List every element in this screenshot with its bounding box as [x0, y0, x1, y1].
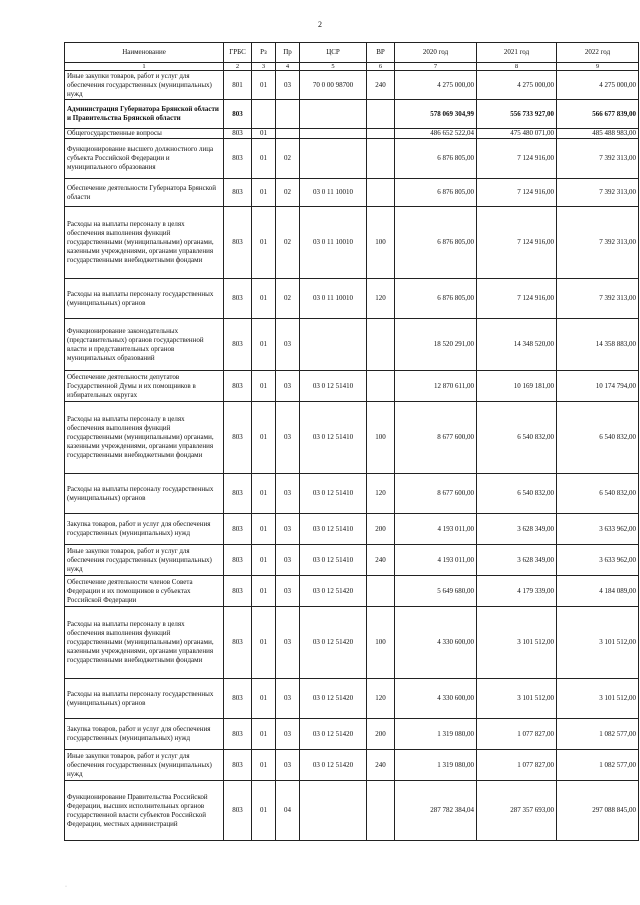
table-row [65, 402, 639, 474]
row-grbs: 803 [224, 514, 252, 545]
row-rz: 01 [252, 207, 276, 279]
row-vr: 100 [367, 607, 395, 679]
row-rz: 01 [252, 129, 276, 139]
row-vr [367, 139, 395, 179]
row-2020: 578 069 304,99 [395, 100, 477, 129]
row-vr: 120 [367, 474, 395, 514]
row-2021: 3 101 512,00 [477, 607, 557, 679]
column-index: 6 [367, 63, 395, 71]
row-vr: 120 [367, 679, 395, 719]
row-2020: 1 319 080,00 [395, 719, 477, 750]
row-grbs: 803 [224, 474, 252, 514]
header-vr: ВР [367, 43, 395, 63]
row-2022: 6 540 832,00 [557, 474, 639, 514]
row-vr [367, 319, 395, 371]
row-2021: 1 077 827,00 [477, 719, 557, 750]
row-2021: 1 077 827,00 [477, 750, 557, 781]
row-pr [276, 129, 300, 139]
row-2020: 18 520 291,00 [395, 319, 477, 371]
row-pr: 03 [276, 750, 300, 781]
row-2020: 6 876 805,00 [395, 179, 477, 207]
row-2022: 485 488 983,00 [557, 129, 639, 139]
row-csr [300, 129, 367, 139]
row-csr: 03 0 12 51420 [300, 750, 367, 781]
row-grbs: 803 [224, 750, 252, 781]
column-index: 8 [477, 63, 557, 71]
row-grbs: 803 [224, 402, 252, 474]
row-2020: 287 782 384,04 [395, 781, 477, 841]
row-grbs: 801 [224, 71, 252, 100]
row-2021: 4 179 339,00 [477, 576, 557, 607]
header-2020: 2020 год [395, 43, 477, 63]
row-name: Иные закупки товаров, работ и услуг для обеспечения государственных (муниципальных) нужд [65, 545, 224, 576]
row-2022: 4 184 089,00 [557, 576, 639, 607]
row-vr: 200 [367, 719, 395, 750]
row-csr: 03 0 12 51410 [300, 545, 367, 576]
column-index: 5 [300, 63, 367, 71]
row-2022: 7 392 313,00 [557, 179, 639, 207]
row-csr: 03 0 12 51420 [300, 607, 367, 679]
row-pr: 03 [276, 545, 300, 576]
row-vr: 240 [367, 545, 395, 576]
row-pr: 02 [276, 207, 300, 279]
row-grbs: 803 [224, 207, 252, 279]
row-2021: 3 628 349,00 [477, 514, 557, 545]
table-row [65, 129, 639, 139]
row-grbs: 803 [224, 576, 252, 607]
row-2020: 8 677 600,00 [395, 474, 477, 514]
table-row [65, 371, 639, 402]
row-2021: 7 124 916,00 [477, 179, 557, 207]
row-name: Иные закупки товаров, работ и услуг для обеспечения государственных (муниципальных) нужд [65, 750, 224, 781]
row-2021: 7 124 916,00 [477, 207, 557, 279]
row-2021: 556 733 927,00 [477, 100, 557, 129]
row-vr: 200 [367, 514, 395, 545]
row-rz: 01 [252, 607, 276, 679]
row-rz [252, 100, 276, 129]
row-pr: 03 [276, 371, 300, 402]
header-csr: ЦСР [300, 43, 367, 63]
budget-table [64, 42, 639, 841]
row-csr: 03 0 12 51420 [300, 679, 367, 719]
row-pr: 02 [276, 279, 300, 319]
row-vr [367, 371, 395, 402]
row-grbs: 803 [224, 129, 252, 139]
table-row [65, 71, 639, 100]
row-2021: 3 628 349,00 [477, 545, 557, 576]
row-vr: 120 [367, 279, 395, 319]
row-rz: 01 [252, 514, 276, 545]
row-vr: 100 [367, 207, 395, 279]
row-vr: 240 [367, 750, 395, 781]
row-rz: 01 [252, 279, 276, 319]
row-name: Расходы на выплаты персоналу в целях обеспечения выполнения функций государственными (муниципальными) органами, казенными учреждениями, органами управления государственными внебюджетными фондами [65, 402, 224, 474]
row-rz: 01 [252, 750, 276, 781]
row-name: Обеспечение деятельности Губернатора Брянской области [65, 179, 224, 207]
row-vr: 100 [367, 402, 395, 474]
header-2021: 2021 год [477, 43, 557, 63]
row-name: Расходы на выплаты персоналу государственных (муниципальных) органов [65, 474, 224, 514]
row-name: Функционирование Правительства Российской Федерации, высших исполнительных органов государственной власти субъектов Российской Федерации, местных администраций [65, 781, 224, 841]
table-row [65, 607, 639, 679]
table-row [65, 545, 639, 576]
column-index: 1 [65, 63, 224, 71]
row-name: Иные закупки товаров, работ и услуг для обеспечения государственных (муниципальных) нужд [65, 71, 224, 100]
row-rz: 01 [252, 679, 276, 719]
row-rz: 01 [252, 781, 276, 841]
row-rz: 01 [252, 719, 276, 750]
row-2021: 7 124 916,00 [477, 139, 557, 179]
row-2022: 10 174 794,00 [557, 371, 639, 402]
row-csr [300, 319, 367, 371]
page-number: 2 [318, 20, 322, 29]
table-row [65, 179, 639, 207]
row-2022: 1 082 577,00 [557, 719, 639, 750]
row-csr: 03 0 12 51410 [300, 514, 367, 545]
row-rz: 01 [252, 139, 276, 179]
row-name: Функционирование высшего должностного лица субъекта Российской Федерации и муниципального образования [65, 139, 224, 179]
table-row [65, 207, 639, 279]
header-rz: Рз [252, 43, 276, 63]
row-2021: 6 540 832,00 [477, 402, 557, 474]
row-csr: 70 0 00 98700 [300, 71, 367, 100]
row-name: Закупка товаров, работ и услуг для обеспечения государственных (муниципальных) нужд [65, 719, 224, 750]
column-index-row [65, 63, 639, 71]
row-grbs: 803 [224, 100, 252, 129]
row-2020: 486 652 522,04 [395, 129, 477, 139]
table-row [65, 319, 639, 371]
row-grbs: 803 [224, 179, 252, 207]
row-csr: 03 0 11 10010 [300, 179, 367, 207]
row-name: Закупка товаров, работ и услуг для обеспечения государственных (муниципальных) нужд [65, 514, 224, 545]
row-2020: 4 193 011,00 [395, 514, 477, 545]
row-vr [367, 576, 395, 607]
row-csr: 03 0 12 51420 [300, 719, 367, 750]
row-name: Расходы на выплаты персоналу в целях обеспечения выполнения функций государственными (муниципальными) органами, казенными учреждениями, органами управления государственными внебюджетными фондами [65, 607, 224, 679]
row-2020: 4 330 600,00 [395, 607, 477, 679]
row-2022: 297 088 845,00 [557, 781, 639, 841]
row-csr [300, 100, 367, 129]
row-csr: 03 0 12 51410 [300, 402, 367, 474]
row-name: Общегосударственные вопросы [65, 129, 224, 139]
row-2022: 6 540 832,00 [557, 402, 639, 474]
row-2022: 3 101 512,00 [557, 607, 639, 679]
row-2020: 4 193 011,00 [395, 545, 477, 576]
row-2021: 10 169 181,00 [477, 371, 557, 402]
row-csr: 03 0 12 51410 [300, 474, 367, 514]
row-pr: 03 [276, 607, 300, 679]
row-pr: 03 [276, 474, 300, 514]
table-row [65, 750, 639, 781]
row-name: Расходы на выплаты персоналу в целях обеспечения выполнения функций государственными (муниципальными) органами, казенными учреждениями, органами управления государственными внебюджетными фондами [65, 207, 224, 279]
table-row [65, 139, 639, 179]
row-rz: 01 [252, 545, 276, 576]
row-2020: 1 319 080,00 [395, 750, 477, 781]
row-rz: 01 [252, 179, 276, 207]
row-grbs: 803 [224, 371, 252, 402]
row-pr: 03 [276, 71, 300, 100]
row-vr [367, 129, 395, 139]
row-2022: 3 633 962,00 [557, 514, 639, 545]
table-row [65, 474, 639, 514]
row-2020: 4 330 600,00 [395, 679, 477, 719]
row-2022: 1 082 577,00 [557, 750, 639, 781]
row-2022: 566 677 839,00 [557, 100, 639, 129]
row-grbs: 803 [224, 781, 252, 841]
row-2021: 6 540 832,00 [477, 474, 557, 514]
row-csr: 03 0 11 10010 [300, 279, 367, 319]
row-2022: 3 633 962,00 [557, 545, 639, 576]
row-2022: 3 101 512,00 [557, 679, 639, 719]
row-pr [276, 100, 300, 129]
row-csr: 03 0 12 51420 [300, 576, 367, 607]
row-name: Администрация Губернатора Брянской области и Правительства Брянской области [65, 100, 224, 129]
row-grbs: 803 [224, 545, 252, 576]
row-vr [367, 781, 395, 841]
row-2022: 14 358 883,00 [557, 319, 639, 371]
row-rz: 01 [252, 474, 276, 514]
row-pr: 03 [276, 679, 300, 719]
row-rz: 01 [252, 402, 276, 474]
header-pr: Пр [276, 43, 300, 63]
table-header-row [65, 43, 639, 63]
column-index: 4 [276, 63, 300, 71]
row-csr [300, 139, 367, 179]
scan-mark: · [65, 884, 67, 890]
row-2020: 6 876 805,00 [395, 279, 477, 319]
row-2020: 5 649 680,00 [395, 576, 477, 607]
table-row [65, 279, 639, 319]
row-name: Расходы на выплаты персоналу государственных (муниципальных) органов [65, 679, 224, 719]
row-grbs: 803 [224, 607, 252, 679]
row-2021: 7 124 916,00 [477, 279, 557, 319]
row-name: Функционирование законодательных (представительных) органов государственной власти и представительных органов муниципальных образований [65, 319, 224, 371]
row-grbs: 803 [224, 679, 252, 719]
row-2021: 4 275 000,00 [477, 71, 557, 100]
row-name: Обеспечение деятельности депутатов Государственной Думы и их помощников в избирательных округах [65, 371, 224, 402]
row-2020: 4 275 000,00 [395, 71, 477, 100]
row-vr [367, 100, 395, 129]
row-grbs: 803 [224, 139, 252, 179]
row-pr: 03 [276, 319, 300, 371]
row-2022: 4 275 000,00 [557, 71, 639, 100]
table-row [65, 576, 639, 607]
header-2022: 2022 год [557, 43, 639, 63]
table-row [65, 781, 639, 841]
header-grbs: ГРБС [224, 43, 252, 63]
row-2021: 14 348 520,00 [477, 319, 557, 371]
row-pr: 02 [276, 179, 300, 207]
row-2020: 6 876 805,00 [395, 207, 477, 279]
row-rz: 01 [252, 71, 276, 100]
row-name: Расходы на выплаты персоналу государственных (муниципальных) органов [65, 279, 224, 319]
row-2020: 12 870 611,00 [395, 371, 477, 402]
row-pr: 04 [276, 781, 300, 841]
row-csr: 03 0 11 10010 [300, 207, 367, 279]
row-rz: 01 [252, 371, 276, 402]
row-rz: 01 [252, 576, 276, 607]
row-pr: 03 [276, 402, 300, 474]
table-row [65, 719, 639, 750]
table-row [65, 514, 639, 545]
row-2020: 8 677 600,00 [395, 402, 477, 474]
row-csr [300, 781, 367, 841]
row-2021: 3 101 512,00 [477, 679, 557, 719]
column-index: 2 [224, 63, 252, 71]
row-2021: 287 357 693,00 [477, 781, 557, 841]
row-rz: 01 [252, 319, 276, 371]
row-grbs: 803 [224, 279, 252, 319]
column-index: 7 [395, 63, 477, 71]
row-name: Обеспечение деятельности членов Совета Федерации и их помощников в субъектах Российской Федерации [65, 576, 224, 607]
column-index: 3 [252, 63, 276, 71]
row-pr: 03 [276, 719, 300, 750]
header-name: Наименование [65, 43, 224, 63]
row-pr: 02 [276, 139, 300, 179]
table-row [65, 679, 639, 719]
row-grbs: 803 [224, 719, 252, 750]
row-2022: 7 392 313,00 [557, 279, 639, 319]
table-row [65, 100, 639, 129]
row-2021: 475 480 071,00 [477, 129, 557, 139]
row-pr: 03 [276, 576, 300, 607]
row-vr: 240 [367, 71, 395, 100]
row-csr: 03 0 12 51410 [300, 371, 367, 402]
row-vr [367, 179, 395, 207]
row-2022: 7 392 313,00 [557, 139, 639, 179]
row-pr: 03 [276, 514, 300, 545]
column-index: 9 [557, 63, 639, 71]
row-grbs: 803 [224, 319, 252, 371]
row-2022: 7 392 313,00 [557, 207, 639, 279]
row-2020: 6 876 805,00 [395, 139, 477, 179]
